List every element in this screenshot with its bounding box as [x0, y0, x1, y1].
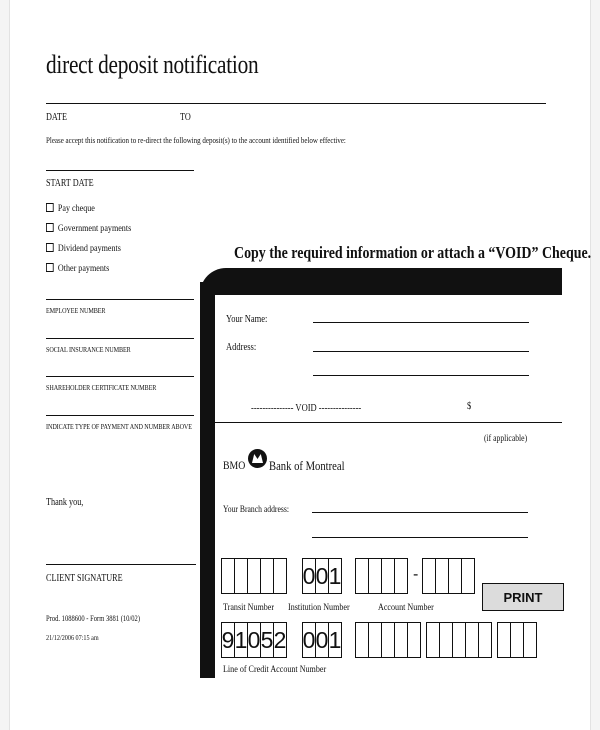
sin-label: SOCIAL INSURANCE NUMBER [46, 345, 131, 354]
your-name-label: Your Name: [226, 314, 268, 325]
credit-account-boxes-part-2[interactable] [426, 622, 492, 658]
digit-cell[interactable]: 0 [248, 623, 261, 657]
employee-number-field[interactable] [46, 299, 194, 300]
digit-cell[interactable]: 5 [261, 623, 274, 657]
void-line: --------------- VOID --------------- [251, 403, 362, 414]
dollar-sign: $ [467, 401, 472, 412]
print-date: 21/12/2006 07:15 am [46, 633, 99, 642]
digit-cell[interactable] [356, 623, 369, 657]
institution-number-label: Institution Number [288, 603, 350, 613]
digit-cell[interactable] [369, 559, 382, 593]
product-code: Prod. 1088600 - Form 3881 (10/02) [46, 614, 141, 623]
address-field-line-1[interactable] [313, 351, 529, 352]
account-separator: - [413, 566, 419, 583]
date-label: DATE [46, 112, 67, 123]
digit-cell[interactable] [248, 559, 261, 593]
print-button[interactable]: PRINT [482, 583, 564, 611]
instruction-text: Please accept this notification to re-direct the following deposit(s) to the account identified below effective: [46, 135, 346, 145]
digit-cell[interactable] [382, 559, 395, 593]
client-signature-label: CLIENT SIGNATURE [46, 573, 123, 584]
digit-cell[interactable] [453, 623, 466, 657]
cheque-top-bar [200, 268, 562, 295]
digit-cell[interactable] [498, 623, 511, 657]
employee-number-label: EMPLOYEE NUMBER [46, 306, 106, 315]
digit-cell[interactable] [222, 559, 235, 593]
checkbox-icon[interactable] [46, 243, 54, 252]
digit-cell[interactable] [274, 559, 286, 593]
digit-cell[interactable]: 0 [303, 559, 316, 593]
start-date-field[interactable] [46, 170, 194, 171]
credit-account-boxes-part-3[interactable] [497, 622, 537, 658]
digit-cell[interactable] [395, 623, 408, 657]
branch-address-line-2[interactable] [312, 537, 528, 538]
institution-number-boxes[interactable] [302, 558, 342, 594]
checkbox-pay-cheque[interactable]: Pay cheque [46, 204, 95, 214]
client-signature-field[interactable] [46, 564, 196, 565]
checkbox-icon[interactable] [46, 223, 54, 232]
title-rule [46, 103, 546, 104]
digit-cell[interactable] [440, 623, 453, 657]
branch-address-label: Your Branch address: [223, 504, 289, 514]
credit-account-boxes-part-1[interactable] [355, 622, 421, 658]
digit-cell[interactable]: 1 [328, 626, 342, 653]
digit-cell[interactable] [261, 559, 274, 593]
digit-cell[interactable]: 0 [316, 559, 329, 593]
bank-abbrev: BMO [223, 460, 246, 472]
checkbox-icon[interactable] [46, 203, 54, 212]
bank-name: Bank of Montreal [269, 459, 345, 473]
payment-type-field[interactable] [46, 415, 194, 416]
checkbox-government-payments[interactable]: Government payments [46, 224, 131, 234]
cheque-divider [215, 422, 562, 423]
branch-address-line-1[interactable] [312, 512, 528, 513]
digit-cell[interactable]: 9 [222, 623, 235, 657]
checkbox-icon[interactable] [46, 263, 54, 272]
digit-cell[interactable] [382, 623, 395, 657]
digit-cell[interactable]: 1 [328, 562, 342, 589]
digit-cell[interactable] [466, 623, 479, 657]
if-applicable-note: (if applicable) [484, 433, 528, 443]
your-name-field[interactable] [313, 322, 529, 323]
line-of-credit-label: Line of Credit Account Number [223, 665, 327, 675]
transit-number-boxes[interactable] [221, 558, 287, 594]
digit-cell[interactable]: 2 [273, 626, 287, 653]
digit-cell[interactable] [395, 559, 407, 593]
form-page [10, 0, 590, 730]
bmo-roundel-icon [248, 449, 267, 468]
start-date-label: START DATE [46, 178, 94, 189]
shareholder-cert-field[interactable] [46, 376, 194, 377]
to-label: TO [180, 112, 191, 123]
sin-field[interactable] [46, 338, 194, 339]
credit-institution-boxes[interactable] [302, 622, 342, 658]
digit-cell[interactable] [423, 559, 436, 593]
checkbox-other-payments[interactable]: Other payments [46, 264, 109, 274]
checkbox-dividend-payments[interactable]: Dividend payments [46, 244, 121, 254]
address-label: Address: [226, 342, 257, 353]
account-number-label: Account Number [378, 603, 434, 613]
digit-cell[interactable] [427, 623, 440, 657]
digit-cell[interactable]: 1 [235, 623, 248, 657]
digit-cell[interactable] [511, 623, 524, 657]
credit-transit-boxes[interactable] [221, 622, 287, 658]
digit-cell[interactable] [436, 559, 449, 593]
digit-cell[interactable] [524, 623, 536, 657]
account-number-boxes-part-1[interactable] [355, 558, 408, 594]
digit-cell[interactable] [479, 623, 491, 657]
shareholder-cert-label: SHAREHOLDER CERTIFICATE NUMBER [46, 383, 157, 392]
digit-cell[interactable] [356, 559, 369, 593]
cheque-heading: Copy the required information or attach a “VOID” Cheque. [234, 243, 592, 262]
cheque-left-bar [200, 282, 215, 678]
digit-cell[interactable] [235, 559, 248, 593]
form-title: direct deposit notification [46, 50, 259, 79]
account-number-boxes-part-2[interactable] [422, 558, 475, 594]
digit-cell[interactable] [369, 623, 382, 657]
indicate-type-label: INDICATE TYPE OF PAYMENT AND NUMBER ABOVE [46, 422, 192, 431]
digit-cell[interactable]: 0 [303, 623, 316, 657]
address-field-line-2[interactable] [313, 375, 529, 376]
thank-you-text: Thank you, [46, 497, 84, 508]
digit-cell[interactable] [449, 559, 462, 593]
digit-cell[interactable]: 0 [316, 623, 329, 657]
digit-cell[interactable] [408, 623, 420, 657]
digit-cell[interactable] [462, 559, 474, 593]
transit-number-label: Transit Number [223, 603, 275, 613]
